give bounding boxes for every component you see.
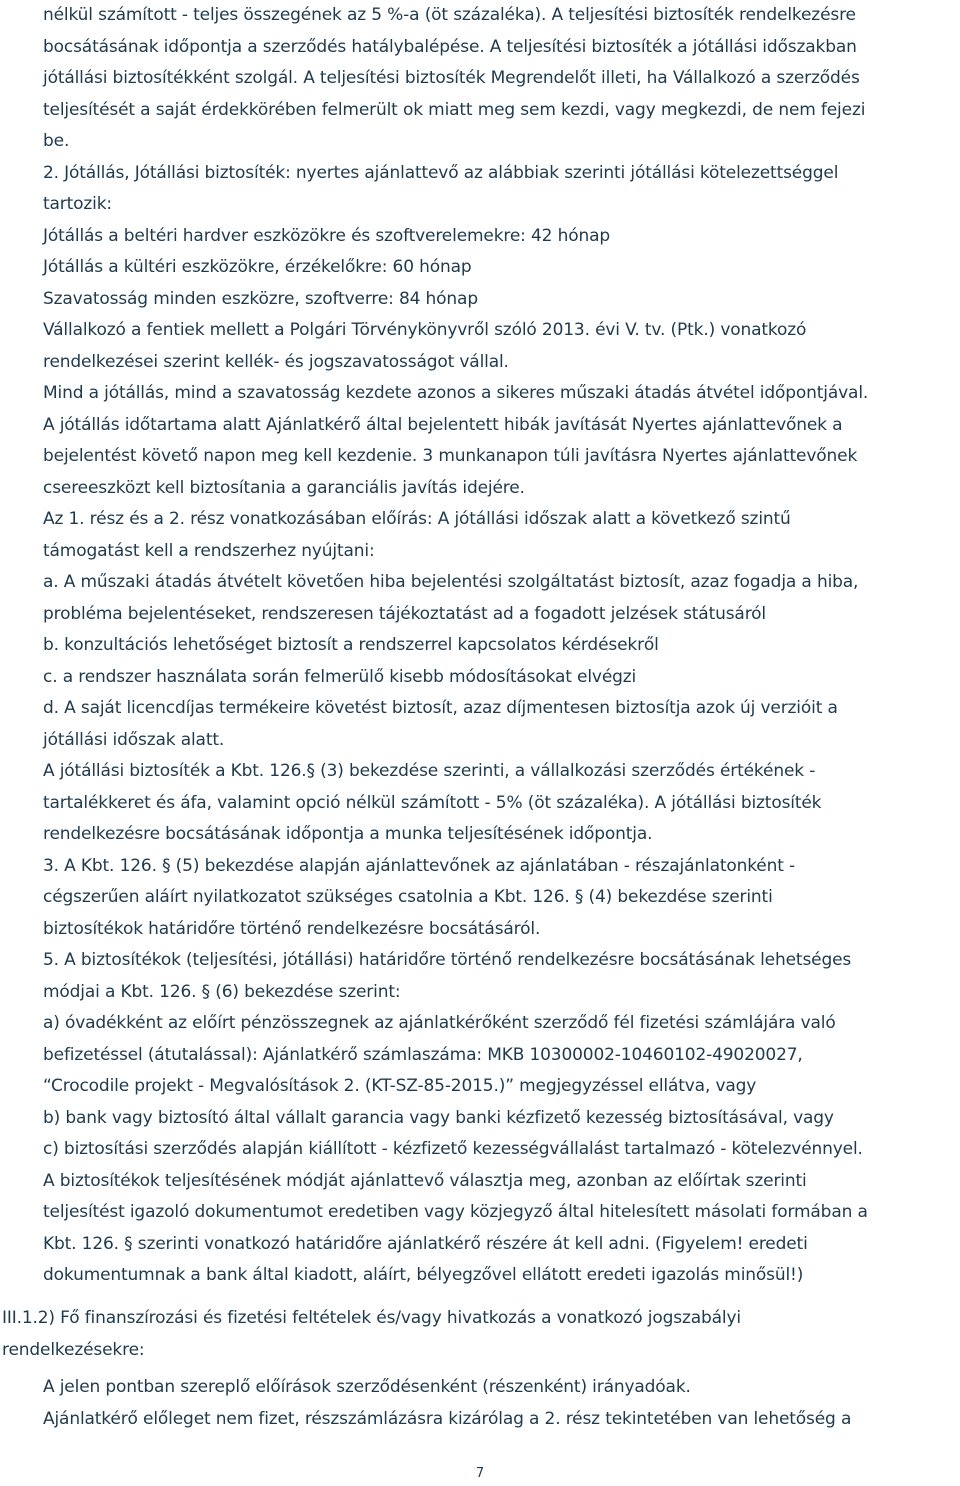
text-line: tartozik: (43, 194, 113, 214)
body-text-bottom (43, 1372, 955, 1435)
text-line: Ajánlatkérő előleget nem fizet, részszámlázásra kizárólag a 2. rész tekintetében van lehetőség a (43, 1408, 852, 1429)
text-line: A jótállás időtartama alatt Ajánlatkérő által bejelentett hibák javítását Nyertes ajánlattevőnek a (43, 414, 843, 435)
text-line: jótállási biztosítékként szolgál. A teljesítési biztosíték Megrendelőt illeti, ha Vállalkozó a szerződés (43, 68, 860, 88)
text-line: befizetéssel (átutalással): Ajánlatkérő számlaszáma: MKB 10300002-10460102-49020027, (43, 1044, 803, 1065)
text-line: Jótállás a beltéri hardver eszközökre és szoftverelemekre: 42 hónap (43, 225, 611, 246)
text-line: b) bank vagy biztosító által vállalt garancia vagy banki kézfizető kezesség biztosításával, vagy (43, 1107, 834, 1128)
text-line: c. a rendszer használata során felmerülő kisebb módosításokat elvégzi (43, 666, 637, 687)
text-line: 2. Jótállás, Jótállási biztosíték: nyertes ajánlattevő az alábbiak szerinti jótállási kötelezettséggel (43, 162, 839, 183)
text-line: Kbt. 126. § szerinti vonatkozó határidőre ajánlatkérő részére át kell adni. (Figyelem! eredeti (43, 1233, 808, 1254)
text-line: probléma bejelentéseket, rendszeresen tájékoztatást ad a fogadott jelzések státusáról (43, 603, 766, 624)
section-heading (2, 1303, 914, 1366)
text-line: bocsátásának időpontja a szerződés hatálybalépése. A teljesítési biztosíték a jótállási időszakban (43, 36, 857, 57)
text-line: d. A saját licencdíjas termékeire követést biztosít, azaz díjmentesen biztosítja azok új verzióit a (43, 698, 838, 718)
text-line: Szavatosság minden eszközre, szoftverre: 84 hónap (43, 288, 478, 309)
text-line: Vállalkozó a fentiek mellett a Polgári Törvénykönyvről szóló 2013. évi V. tv. (Ptk.) vonatkozó (43, 320, 807, 340)
text-line: Jótállás a kültéri eszközökre, érzékelőkre: 60 hónap (43, 257, 472, 277)
text-line: jótállási időszak alatt. (43, 729, 225, 750)
text-line: bejelentést követő napon meg kell kezdenie. 3 munkanapon túli javításra Nyertes ajánlattevőnek (43, 446, 858, 466)
text-line: be. (43, 131, 70, 151)
text-line: rendelkezései szerint kellék- és jogszavatosságot vállal. (43, 351, 509, 372)
text-line: A biztosítékok teljesítésének módját ajánlattevő választja meg, azonban az előírtak szerinti (43, 1170, 807, 1191)
text-line: teljesítését a saját érdekkörében felmerült ok miatt meg sem kezdi, vagy megkezdi, de nem fejezi (43, 99, 866, 120)
text-line: A jótállási biztosíték a Kbt. 126.§ (3) bekezdése szerinti, a vállalkozási szerződés értékének - (43, 761, 816, 781)
section-heading-line: rendelkezésekre: (2, 1339, 145, 1360)
text-line: rendelkezésre bocsátásának időpontja a munka teljesítésének időpontja. (43, 824, 653, 844)
text-line: Mind a jótállás, mind a szavatosság kezdete azonos a sikeres műszaki átadás átvétel időpontjával. (43, 383, 869, 403)
text-line: tartalékkeret és áfa, valamint opció nélkül számított - 5% (öt százaléka). A jótállási biztosíték (43, 792, 822, 813)
text-line: 3. A Kbt. 126. § (5) bekezdése alapján ajánlattevőnek az ajánlatában - részajánlatonként - (43, 855, 795, 876)
text-line: nélkül számított - teljes összegének az 5 %-a (öt százaléka). A teljesítési biztosíték rendelkezésre (43, 5, 856, 25)
text-line: Az 1. rész és a 2. rész vonatkozásában előírás: A jótállási időszak alatt a következő szintű (43, 509, 791, 529)
text-line: módjai a Kbt. 126. § (6) bekezdése szerint: (43, 981, 401, 1002)
text-line: b. konzultációs lehetőséget biztosít a rendszerrel kapcsolatos kérdésekről (43, 635, 659, 655)
text-line: c) biztosítási szerződés alapján kiállított - kézfizető kezességvállalást tartalmazó - kötelezvénnyel. (43, 1139, 863, 1159)
section-heading-line: III.1.2) Fő finanszírozási és fizetési feltételek és/vagy hivatkozás a vonatkozó jogszabályi (2, 1308, 741, 1328)
page-number: 7 (475, 1466, 485, 1481)
text-line: a) óvadékként az előírt pénzösszegnek az ajánlatkérőként szerződő fél fizetési számlájára való (43, 1013, 836, 1033)
text-line: 5. A biztosítékok (teljesítési, jótállási) határidőre történő rendelkezésre bocsátásának lehetséges (43, 950, 852, 970)
text-line: “Crocodile projekt - Megvalósítások 2. (KT-SZ-85-2015.)” megjegyzéssel ellátva, vagy (43, 1076, 757, 1096)
body-text-top (43, 0, 955, 1292)
text-line: cégszerűen aláírt nyilatkozatot szükséges csatolnia a Kbt. 126. § (4) bekezdése szerinti (43, 887, 773, 907)
text-line: csereeszközt kell biztosítania a garanciális javítás idejére. (43, 477, 525, 498)
text-line: támogatást kell a rendszerhez nyújtani: (43, 540, 375, 561)
text-line: teljesítést igazoló dokumentumot eredetiben vagy közjegyző által hitelesített másolati formában a (43, 1202, 868, 1222)
text-line: biztosítékok határidőre történő rendelkezésre bocsátásáról. (43, 918, 541, 939)
text-line: A jelen pontban szereplő előírások szerződésenként (részenként) irányadóak. (43, 1377, 691, 1397)
text-line: dokumentumnak a bank által kiadott, aláírt, bélyegzővel ellátott eredeti igazolás minősül!) (43, 1265, 804, 1285)
text-line: a. A műszaki átadás átvételt követően hiba bejelentési szolgáltatást biztosít, azaz fogadja a hiba, (43, 572, 859, 592)
